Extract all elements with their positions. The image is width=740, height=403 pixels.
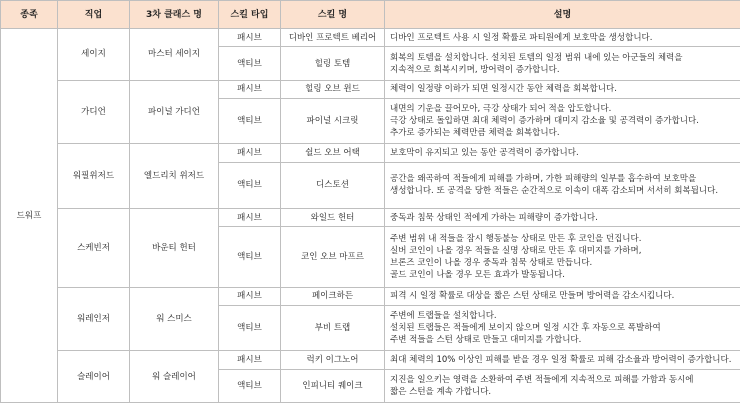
description-line: 주변 범위 내 적들을 잠시 행동불능 상태로 만든 후 코인을 던집니다. bbox=[390, 233, 642, 244]
description-line: 보호막이 유지되고 있는 동안 공격력이 증가합니다. bbox=[390, 147, 579, 158]
skill-type-cell: 패시브 bbox=[219, 208, 281, 226]
skill-type-cell: 패시브 bbox=[219, 80, 281, 98]
skill-type-cell: 액티브 bbox=[219, 369, 281, 403]
description-cell bbox=[385, 29, 740, 47]
job-cell: 가디언 bbox=[58, 80, 130, 144]
table-row bbox=[1, 287, 740, 305]
description-line: 주변에 트랩들을 설치합니다. bbox=[390, 311, 497, 322]
skill-name-cell: 디바인 프로텍트 베리어 bbox=[281, 29, 385, 47]
description-cell bbox=[385, 162, 740, 208]
skill-type-cell: 액티브 bbox=[219, 47, 281, 80]
description-line: 회복의 토템을 설치합니다. 설치된 토템의 일정 범위 내에 있는 아군들의 체력을 bbox=[390, 52, 683, 63]
skill-type-cell: 패시브 bbox=[219, 144, 281, 162]
description-line: 지속적으로 회복시키며, 방어력이 증가합니다. bbox=[390, 64, 560, 75]
description-cell bbox=[385, 351, 740, 369]
table-row bbox=[1, 29, 740, 47]
header-description: 설명 bbox=[385, 1, 740, 29]
description-line: 내면의 기운을 끌어모아, 극강 상태가 되어 적을 압도합니다. bbox=[390, 104, 612, 115]
description-cell bbox=[385, 369, 740, 403]
skill-name-cell: 힐링 오브 윈드 bbox=[281, 80, 385, 98]
class-name-cell: 워 스미스 bbox=[130, 287, 219, 351]
skill-name-cell: 디스토션 bbox=[281, 162, 385, 208]
description-line: 짧은 스턴을 계속 가합니다. bbox=[390, 386, 492, 397]
race-cell: 드워프 bbox=[1, 29, 58, 403]
description-line: 추가로 증가되는 체력만큼 체력을 회복합니다. bbox=[390, 128, 560, 139]
skill-type-cell: 패시브 bbox=[219, 351, 281, 369]
job-cell: 세이지 bbox=[58, 29, 130, 81]
table-row bbox=[1, 80, 740, 98]
skill-name-cell: 코인 오브 마프르 bbox=[281, 227, 385, 287]
skill-name-cell: 부비 트랩 bbox=[281, 305, 385, 350]
description-cell bbox=[385, 99, 740, 144]
description-line: 극강 상태로 돌입하면 최대 체력이 증가하며 대미지 감소율 및 공격력이 증가합니다. bbox=[390, 116, 699, 127]
skill-name-cell: 힐링 토템 bbox=[281, 47, 385, 80]
job-cell: 스케빈저 bbox=[58, 208, 130, 287]
table-body bbox=[1, 29, 740, 403]
description-cell bbox=[385, 287, 740, 305]
description-line: 디바인 프로텍트 사용 시 일정 확률로 파티원에게 보호막을 생성합니다. bbox=[390, 32, 653, 43]
description-cell bbox=[385, 227, 740, 287]
skill-type-cell: 패시브 bbox=[219, 29, 281, 47]
description-cell bbox=[385, 80, 740, 98]
skill-type-cell: 액티브 bbox=[219, 99, 281, 144]
header-skill-type: 스킬 타입 bbox=[219, 1, 281, 29]
skill-name-cell: 쉴드 오브 어택 bbox=[281, 144, 385, 162]
job-cell: 워필위저드 bbox=[58, 144, 130, 209]
skill-type-cell: 액티브 bbox=[219, 162, 281, 208]
description-line: 실버 코인이 나올 경우 적들을 실명 상태로 만든 후 대미지를 가하며, bbox=[390, 245, 642, 256]
header-class: 3차 클래스 명 bbox=[130, 1, 219, 29]
table-row bbox=[1, 351, 740, 369]
header-job: 직업 bbox=[58, 1, 130, 29]
table-header bbox=[1, 1, 740, 29]
job-cell: 슬레이어 bbox=[58, 351, 130, 403]
header-row bbox=[1, 1, 740, 29]
class-name-cell: 워 슬레이어 bbox=[130, 351, 219, 403]
skill-type-cell: 액티브 bbox=[219, 305, 281, 350]
class-name-cell: 바운티 헌터 bbox=[130, 208, 219, 287]
description-line: 설치된 트랩들은 적들에게 보이지 않으며 일정 시간 후 자동으로 폭발하여 bbox=[390, 323, 661, 334]
skill-name-cell: 와일드 헌터 bbox=[281, 208, 385, 226]
description-cell bbox=[385, 144, 740, 162]
skill-name-cell: 파이널 시크릿 bbox=[281, 99, 385, 144]
skill-name-cell: 인피니티 퀘이크 bbox=[281, 369, 385, 403]
header-skill-name: 스킬 명 bbox=[281, 1, 385, 29]
description-cell bbox=[385, 305, 740, 350]
description-line: 최대 체력의 10% 이상인 피해를 받을 경우 일정 확률로 피해 감소율과 방어력이 증가합니다. bbox=[390, 354, 732, 365]
description-line: 중독과 침묵 상태인 적에게 가하는 피해량이 증가합니다. bbox=[390, 212, 598, 223]
header-race: 종족 bbox=[1, 1, 58, 29]
description-cell bbox=[385, 208, 740, 226]
description-line: 브론즈 코인이 나올 경우 중독과 침묵 상태로 만듭니다. bbox=[390, 257, 593, 268]
description-line: 지진을 일으키는 영력을 소환하여 주변 적들에게 지속적으로 피해를 가함과 동시에 bbox=[390, 374, 694, 385]
skill-name-cell: 럭키 이그노어 bbox=[281, 351, 385, 369]
description-line: 체력이 일정량 이하가 되면 일정시간 동안 체력을 회복합니다. bbox=[390, 84, 617, 95]
class-name-cell: 엘드리치 위저드 bbox=[130, 144, 219, 209]
class-name-cell: 파이널 가디언 bbox=[130, 80, 219, 144]
description-line: 생성합니다. 또 공격을 당한 적들은 순간적으로 이속이 대폭 감소되며 서서히 회복됩니다. bbox=[390, 186, 719, 197]
class-name-cell: 마스터 세이지 bbox=[130, 29, 219, 81]
skill-name-cell: 페이크하든 bbox=[281, 287, 385, 305]
job-cell: 워레인저 bbox=[58, 287, 130, 351]
table-row bbox=[1, 144, 740, 162]
skill-type-cell: 액티브 bbox=[219, 227, 281, 287]
description-cell bbox=[385, 47, 740, 80]
description-line: 피격 시 일정 확률로 대상을 짧은 스턴 상태로 만들며 방어력을 감소시킵니다. bbox=[390, 291, 675, 302]
description-line: 공간을 왜곡하여 적들에게 피해를 가하며, 가한 피해량의 일부를 흡수하여 보호막을 bbox=[390, 174, 697, 185]
skill-type-cell: 패시브 bbox=[219, 287, 281, 305]
table-row bbox=[1, 208, 740, 226]
description-line: 주변 적들을 스턴 상태로 만들고 대미지를 가합니다. bbox=[390, 335, 582, 346]
description-line: 골드 코인이 나올 경우 모든 효과가 발동됩니다. bbox=[390, 269, 565, 280]
